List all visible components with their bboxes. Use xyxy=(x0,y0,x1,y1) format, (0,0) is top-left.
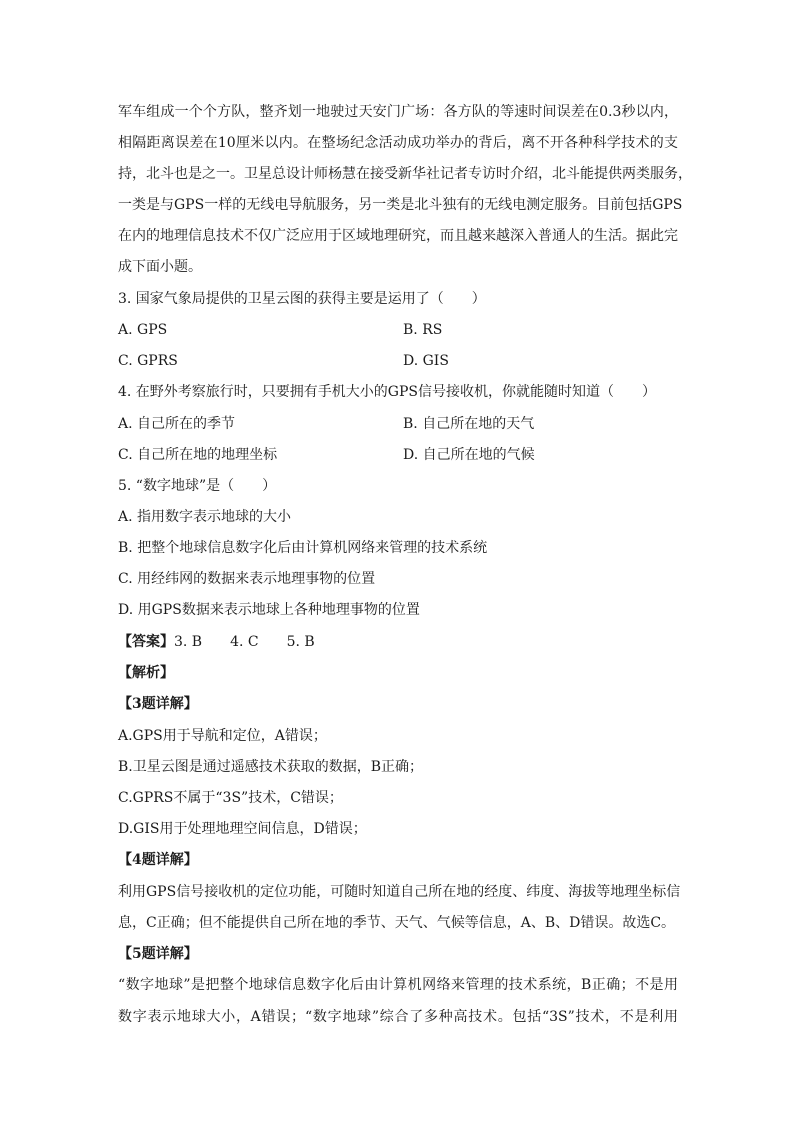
q3-option-b: B. RS xyxy=(403,322,443,338)
q4-option-a: A. 自己所在的季节 xyxy=(118,416,236,432)
intro-line-3: 持，北斗也是之一。卫星总设计师杨慧在接受新华社记者专访时介绍，北斗能提供两类服务， xyxy=(118,166,692,182)
q4-option-c: C. 自己所在地的地理坐标 xyxy=(118,447,278,463)
detail-4-line-2: 息，C正确；但不能提供自己所在地的季节、天气、气候等信息，A、B、D错误。故选C。 xyxy=(118,915,676,931)
answer-line xyxy=(118,632,315,652)
detail-5-line-2: 数字表示地球大小，A错误；“数字地球”综合了多种高技术。包括“3S”技术，不是利用 xyxy=(118,1009,678,1025)
detail-4-line-1: 利用GPS信号接收机的定位功能，可随时知道自己所在地的经度、纬度、海拔等地理坐标信 xyxy=(118,884,681,900)
detail-3-label: 【3题详解】 xyxy=(118,696,198,712)
intro-line-2: 相隔距离误差在10厘米以内。在整场纪念活动成功举办的背后，离不开各种科学技术的支 xyxy=(118,135,678,151)
q5-option-c: C. 用经纬网的数据来表示地理事物的位置 xyxy=(118,571,376,587)
detail-3-line-1: A.GPS用于导航和定位，A错误； xyxy=(118,728,327,744)
q5-stem: 5. “数字地球”是（ ） xyxy=(118,478,277,494)
detail-3-line-3: C.GPRS不属于“3S”技术，C错误； xyxy=(118,790,343,806)
q4-option-b: B. 自己所在地的天气 xyxy=(403,416,535,432)
q4-stem: 4. 在野外考察旅行时，只要拥有手机大小的GPS信号接收机，你就能随时知道（ ） xyxy=(118,384,656,400)
detail-5-line-1: “数字地球”是把整个地球信息数字化后由计算机网络来管理的技术系统，B正确；不是用 xyxy=(118,977,678,993)
analysis-label: 【解析】 xyxy=(118,665,174,681)
answer-text: 3. B 4. C 5. B xyxy=(174,634,315,650)
q5-option-a: A. 指用数字表示地球的大小 xyxy=(118,509,292,525)
intro-line-1: 军车组成一个个方队，整齐划一地驶过天安门广场：各方队的等速时间误差在0.3秒以内， xyxy=(118,104,678,120)
detail-3-line-4: D.GIS用于处理地理空间信息，D错误； xyxy=(118,821,367,837)
intro-line-6: 成下面小题。 xyxy=(118,259,202,275)
q3-option-d: D. GIS xyxy=(403,353,449,369)
intro-line-5: 在内的地理信息技术不仅广泛应用于区域地理研究，而且越来越深入普通人的生活。据此完 xyxy=(118,228,678,244)
answer-label: 【答案】 xyxy=(118,634,174,650)
detail-3-line-2: B.卫星云图是通过遥感技术获取的数据，B正确； xyxy=(118,759,424,775)
q3-option-a: A. GPS xyxy=(118,322,168,338)
intro-line-4: 一类是与GPS一样的无线电导航服务，另一类是北斗独有的无线电测定服务。目前包括GPS xyxy=(118,197,683,213)
q3-stem: 3. 国家气象局提供的卫星云图的获得主要是运用了（ ） xyxy=(118,291,486,307)
detail-5-label: 【5题详解】 xyxy=(118,946,198,962)
q5-option-d: D. 用GPS数据来表示地球上各种地理事物的位置 xyxy=(118,602,420,618)
q5-option-b: B. 把整个地球信息数字化后由计算机网络来管理的技术系统 xyxy=(118,540,488,556)
q3-option-c: C. GPRS xyxy=(118,353,178,369)
detail-4-label: 【4题详解】 xyxy=(118,852,198,868)
q4-option-d: D. 自己所在地的气候 xyxy=(403,447,535,463)
